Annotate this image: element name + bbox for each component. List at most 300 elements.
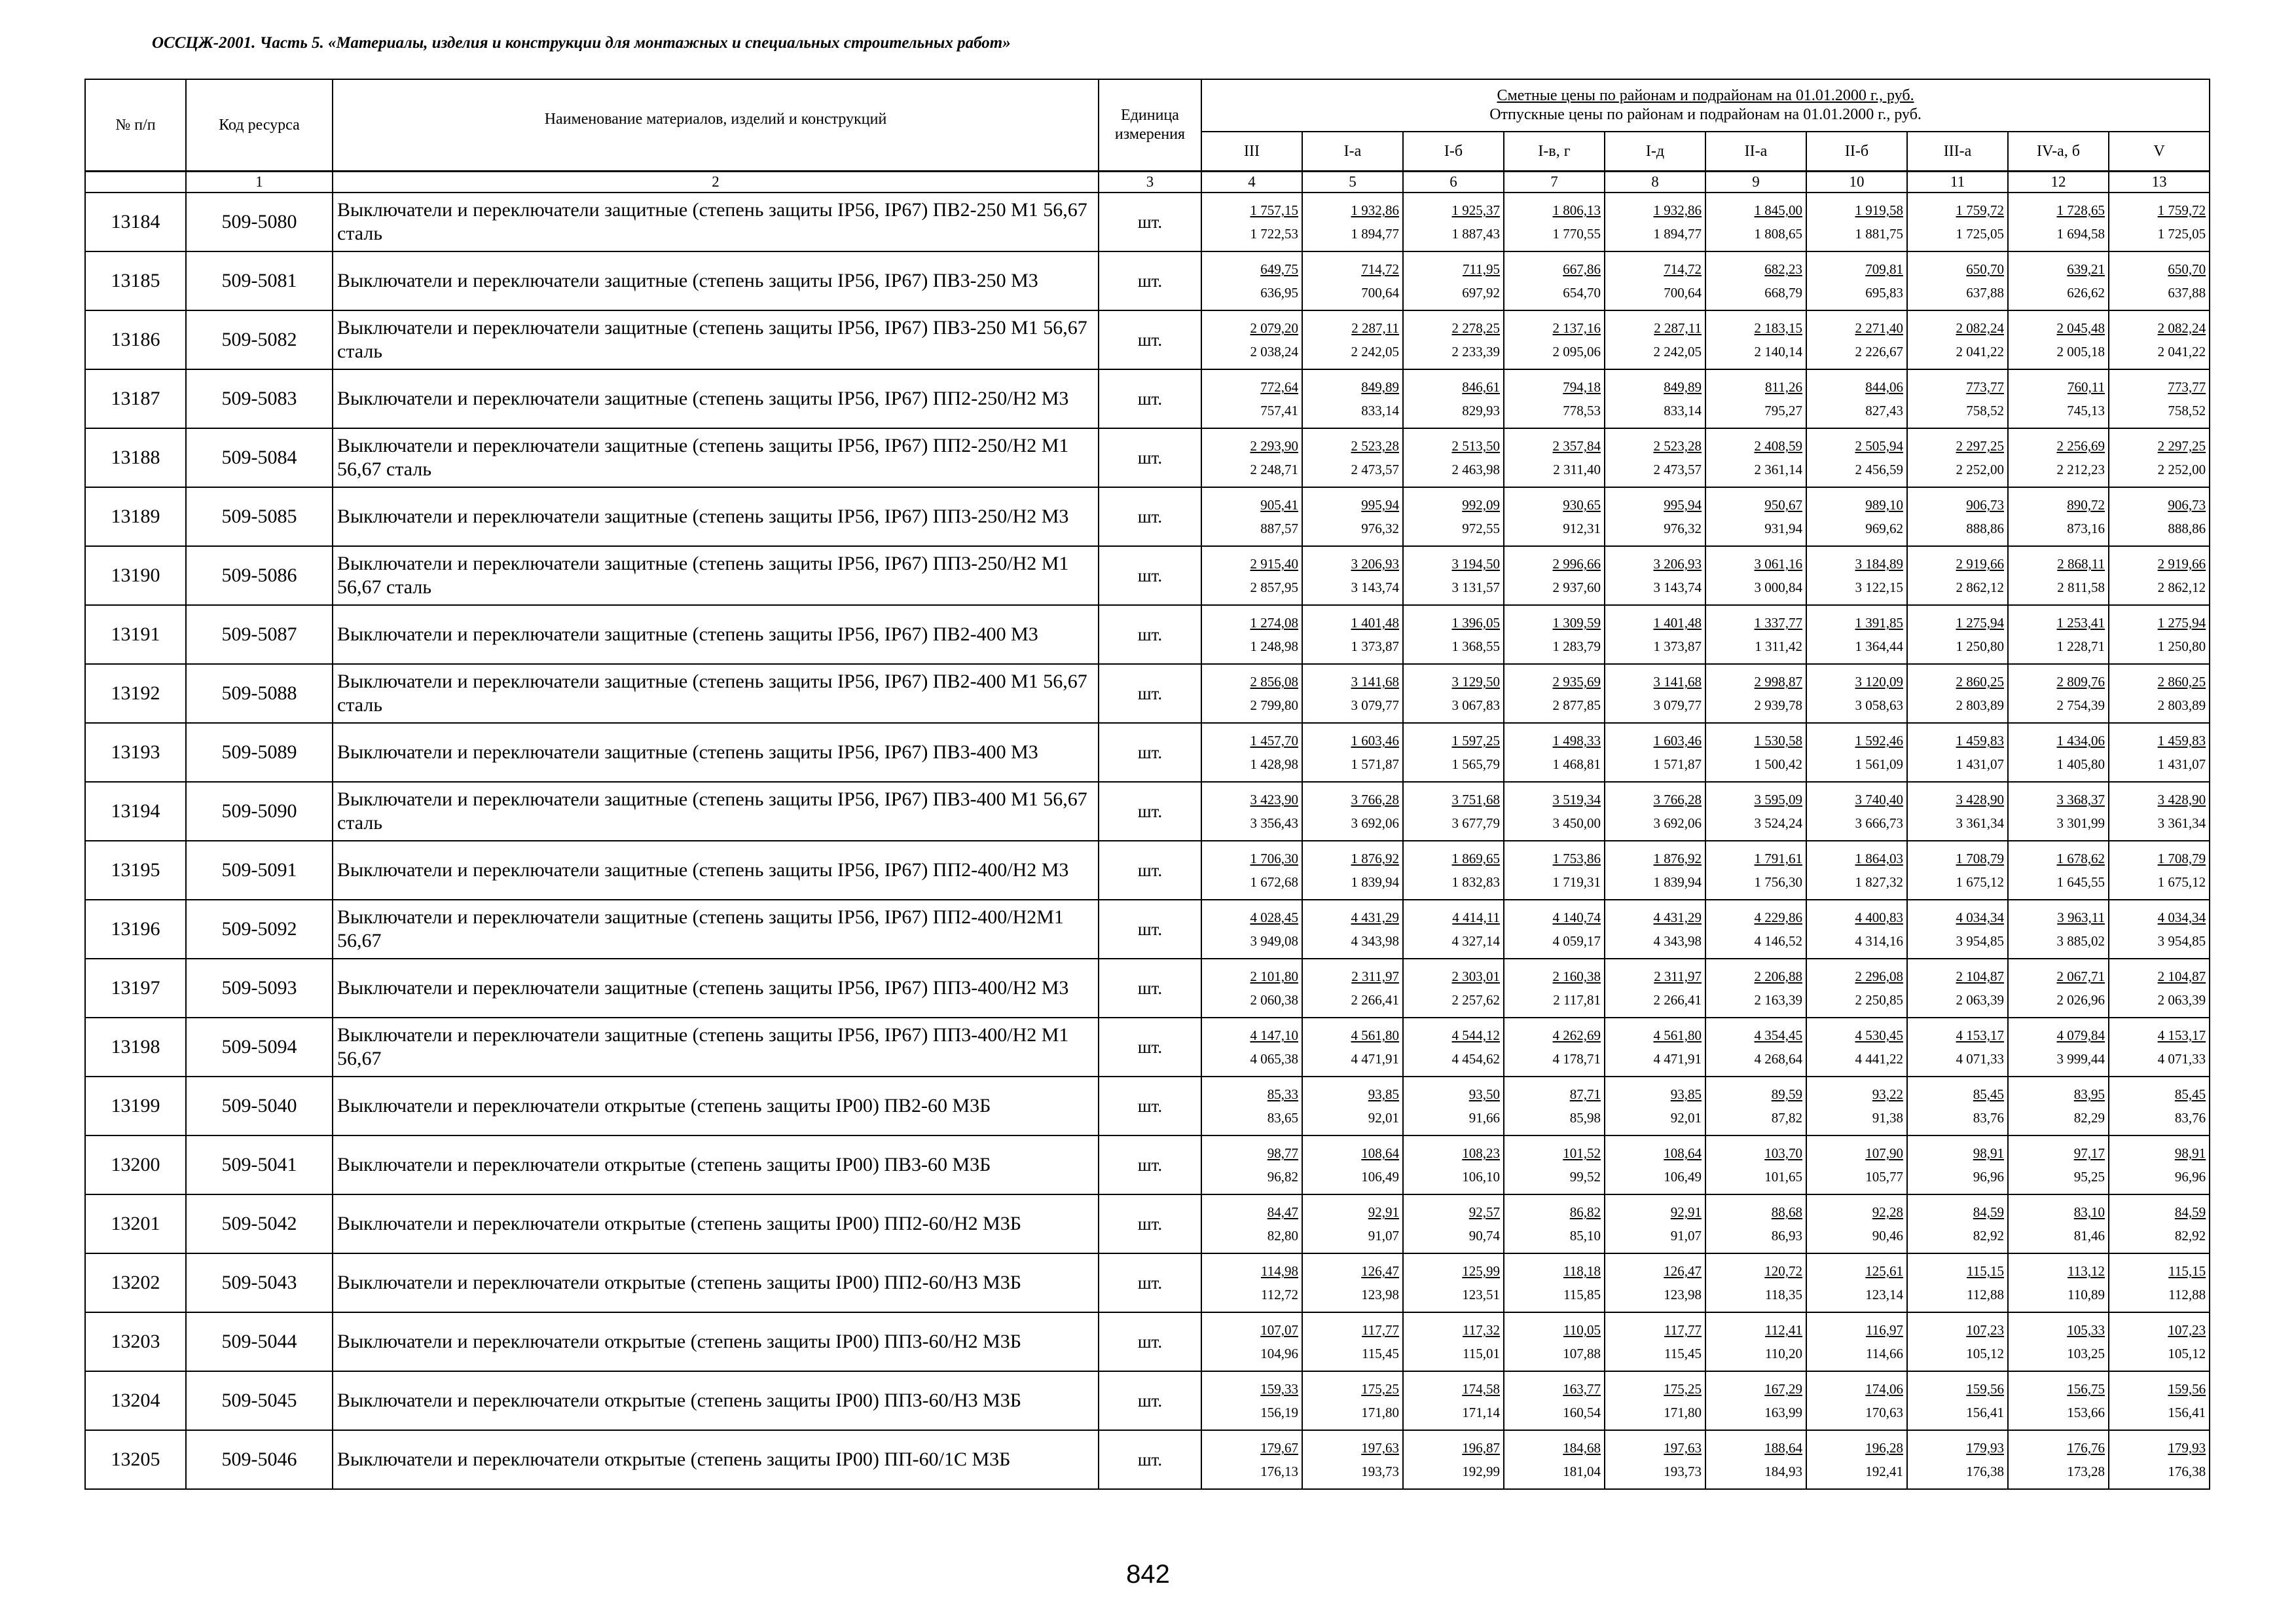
price-cell [1705, 959, 1806, 1018]
estimate-price: 2 160,38 [1552, 969, 1601, 984]
estimate-price: 4 028,45 [1250, 910, 1298, 925]
price-cell [1201, 1077, 1302, 1135]
resource-code: 509-5041 [186, 1135, 333, 1194]
estimate-price: 179,67 [1260, 1440, 1298, 1456]
estimate-price: 125,99 [1462, 1263, 1500, 1279]
price-cell [2109, 782, 2210, 841]
price-cell [1806, 959, 1907, 1018]
row-number: 13202 [85, 1253, 186, 1312]
price-cell [2109, 1312, 2210, 1371]
release-price: 888,86 [2168, 521, 2206, 536]
column-number: 9 [1705, 172, 1806, 193]
release-price: 3 666,73 [1855, 815, 1903, 831]
release-price: 2 242,05 [1351, 344, 1399, 360]
release-price: 3 122,15 [1855, 580, 1903, 595]
price-cell [1504, 546, 1605, 605]
price-cell [1201, 1135, 1302, 1194]
price-cell [1907, 664, 2008, 723]
release-price: 2 248,71 [1250, 462, 1298, 477]
estimate-price: 649,75 [1260, 261, 1298, 277]
price-cell [1605, 1018, 1705, 1077]
release-price: 2 266,41 [1351, 992, 1399, 1008]
document-header: ОССЦЖ-2001. Часть 5. «Материалы, изделия и конструкции для монтажных и специальных строительных работ» [152, 34, 1011, 52]
unit: шт. [1099, 841, 1201, 900]
price-cell [2109, 310, 2210, 369]
column-number: 5 [1302, 172, 1403, 193]
estimate-price: 101,52 [1563, 1145, 1601, 1161]
price-cell [1302, 841, 1403, 900]
price-cell [1201, 369, 1302, 428]
resource-code: 509-5040 [186, 1077, 333, 1135]
row-number: 13190 [85, 546, 186, 605]
release-price: 115,45 [1362, 1346, 1399, 1361]
release-price: 91,38 [1872, 1110, 1903, 1126]
release-price: 757,41 [1260, 403, 1298, 418]
release-price: 1 725,05 [1956, 226, 2004, 242]
release-price: 1 468,81 [1552, 756, 1601, 772]
release-price: 3 692,06 [1653, 815, 1702, 831]
release-price: 2 463,98 [1451, 462, 1500, 477]
unit: шт. [1099, 1077, 1201, 1135]
material-name: Выключатели и переключатели защитные (степень защиты IP56, IP67) ПП2-250/Н2 М1 56,67 сталь [333, 428, 1099, 487]
release-price: 1 808,65 [1754, 226, 1802, 242]
release-price: 2 117,81 [1553, 992, 1601, 1008]
price-cell [1201, 251, 1302, 310]
price-cell [1806, 428, 1907, 487]
price-cell [1504, 251, 1605, 310]
price-cell [1907, 1018, 2008, 1077]
price-cell [1605, 664, 1705, 723]
price-cell [1403, 193, 1504, 251]
estimate-price: 2 408,59 [1754, 438, 1802, 454]
column-number: 1 [186, 172, 333, 193]
table-row [85, 959, 2210, 1018]
release-price: 637,88 [1966, 285, 2004, 301]
estimate-price: 115,15 [2168, 1263, 2206, 1279]
release-price: 3 058,63 [1855, 697, 1903, 713]
estimate-price: 4 561,80 [1351, 1027, 1399, 1043]
estimate-price: 179,93 [2168, 1440, 2206, 1456]
price-cell [2008, 1077, 2109, 1135]
release-price: 1 405,80 [2056, 756, 2105, 772]
estimate-price: 1 728,65 [2056, 202, 2105, 218]
release-price: 654,70 [1563, 285, 1601, 301]
estimate-price: 1 459,83 [1956, 733, 2004, 748]
estimate-price: 2 082,24 [1956, 320, 2004, 336]
release-price: 2 038,24 [1250, 344, 1298, 360]
estimate-price: 1 401,48 [1351, 615, 1399, 631]
estimate-price: 117,77 [1362, 1322, 1399, 1338]
release-price: 3 143,74 [1351, 580, 1399, 595]
estimate-price: 113,12 [2068, 1263, 2105, 1279]
release-price: 91,66 [1468, 1110, 1500, 1126]
header-prices-estimate: Сметные цены по районам и подрайонам на 01.01.2000 г., руб. [1497, 87, 1914, 104]
table-row [85, 1077, 2210, 1135]
price-cell [1504, 664, 1605, 723]
price-cell [1403, 369, 1504, 428]
release-price: 99,52 [1569, 1169, 1601, 1185]
estimate-price: 117,77 [1664, 1322, 1702, 1338]
estimate-price: 98,91 [2174, 1145, 2206, 1161]
estimate-price: 196,87 [1462, 1440, 1500, 1456]
release-price: 96,82 [1267, 1169, 1298, 1185]
release-price: 931,94 [1764, 521, 1802, 536]
price-cell [1201, 1371, 1302, 1430]
release-price: 115,45 [1664, 1346, 1702, 1361]
price-cell [2008, 900, 2109, 959]
price-cell [1504, 900, 1605, 959]
release-price: 114,66 [1866, 1346, 1903, 1361]
estimate-price: 2 278,25 [1451, 320, 1500, 336]
row-number: 13195 [85, 841, 186, 900]
estimate-price: 2 256,69 [2056, 438, 2105, 454]
release-price: 3 450,00 [1552, 815, 1601, 831]
price-cell [1302, 605, 1403, 664]
release-price: 2 005,18 [2056, 344, 2105, 360]
estimate-price: 2 513,50 [1451, 438, 1500, 454]
price-cell [1504, 1430, 1605, 1489]
header-region: IV-а, б [2008, 132, 2109, 172]
release-price: 83,76 [2174, 1110, 2206, 1126]
price-cell [1403, 1312, 1504, 1371]
release-price: 87,82 [1771, 1110, 1802, 1126]
table-row [85, 1430, 2210, 1489]
price-cell [1705, 723, 1806, 782]
release-price: 4 065,38 [1250, 1051, 1298, 1067]
estimate-price: 4 153,17 [2157, 1027, 2206, 1043]
price-cell [1302, 1018, 1403, 1077]
price-cell [1201, 1312, 1302, 1371]
estimate-price: 1 275,94 [2157, 615, 2206, 631]
estimate-price: 2 297,25 [2157, 438, 2206, 454]
release-price: 3 143,74 [1653, 580, 1702, 595]
estimate-price: 92,28 [1872, 1204, 1903, 1220]
release-price: 1 839,94 [1653, 874, 1702, 890]
estimate-price: 667,86 [1563, 261, 1601, 277]
release-price: 1 839,94 [1351, 874, 1399, 890]
release-price: 1 364,44 [1855, 638, 1903, 654]
price-cell [1504, 369, 1605, 428]
price-cell [1403, 1194, 1504, 1253]
resource-code: 509-5043 [186, 1253, 333, 1312]
price-cell [1403, 1135, 1504, 1194]
price-cell [2008, 723, 2109, 782]
price-cell [1504, 605, 1605, 664]
price-cell [1403, 605, 1504, 664]
release-price: 2 041,22 [1956, 344, 2004, 360]
price-cell [1907, 1077, 2008, 1135]
unit: шт. [1099, 1430, 1201, 1489]
material-name: Выключатели и переключатели защитные (степень защиты IP56, IP67) ПВ3-400 М1 56,67 сталь [333, 782, 1099, 841]
column-number: 4 [1201, 172, 1302, 193]
estimate-price: 1 753,86 [1552, 851, 1601, 866]
release-price: 1 756,30 [1754, 874, 1802, 890]
release-price: 1 719,31 [1552, 874, 1601, 890]
release-price: 91,07 [1368, 1228, 1399, 1244]
release-price: 636,95 [1260, 285, 1298, 301]
release-price: 3 954,85 [2157, 933, 2206, 949]
release-price: 2 862,12 [1956, 580, 2004, 595]
release-price: 2 877,85 [1552, 697, 1601, 713]
estimate-price: 772,64 [1260, 379, 1298, 395]
release-price: 976,32 [1361, 521, 1399, 536]
estimate-price: 4 431,29 [1653, 910, 1702, 925]
price-cell [1907, 310, 2008, 369]
estimate-price: 103,70 [1764, 1145, 1802, 1161]
row-number: 13201 [85, 1194, 186, 1253]
price-cell [1605, 369, 1705, 428]
release-price: 2 063,39 [1956, 992, 2004, 1008]
release-price: 3 301,99 [2056, 815, 2105, 831]
resource-code: 509-5090 [186, 782, 333, 841]
release-price: 96,96 [1973, 1169, 2004, 1185]
table-row [85, 1194, 2210, 1253]
price-cell [2109, 959, 2210, 1018]
release-price: 91,07 [1670, 1228, 1702, 1244]
table-row [85, 1312, 2210, 1371]
estimate-price: 92,91 [1368, 1204, 1399, 1220]
release-price: 156,19 [1260, 1405, 1298, 1420]
release-price: 695,83 [1865, 285, 1903, 301]
price-cell [1201, 193, 1302, 251]
estimate-price: 1 253,41 [2056, 615, 2105, 631]
header-prices-release: Отпускные цены по районам и подрайонам на 01.01.2000 г., руб. [1489, 106, 1922, 123]
release-price: 163,99 [1764, 1405, 1802, 1420]
estimate-price: 126,47 [1361, 1263, 1399, 1279]
material-name: Выключатели и переключатели защитные (степень защиты IP56, IP67) ПП3-250/Н2 М1 56,67 сталь [333, 546, 1099, 605]
price-cell [1605, 487, 1705, 546]
price-cell [1302, 723, 1403, 782]
estimate-price: 4 034,34 [2157, 910, 2206, 925]
estimate-price: 107,90 [1865, 1145, 1903, 1161]
estimate-price: 2 860,25 [2157, 674, 2206, 690]
release-price: 96,96 [2174, 1169, 2206, 1185]
material-name: Выключатели и переключатели защитные (степень защиты IP56, IP67) ПП3-250/Н2 М3 [333, 487, 1099, 546]
price-cell [1403, 841, 1504, 900]
row-number: 13203 [85, 1312, 186, 1371]
estimate-price: 995,94 [1664, 497, 1702, 513]
release-price: 92,01 [1368, 1110, 1399, 1126]
price-cell [1907, 428, 2008, 487]
price-cell [1705, 605, 1806, 664]
release-price: 700,64 [1361, 285, 1399, 301]
price-cell [2008, 428, 2109, 487]
release-price: 123,14 [1865, 1287, 1903, 1302]
estimate-price: 2 998,87 [1754, 674, 1802, 690]
release-price: 2 163,39 [1754, 992, 1802, 1008]
price-cell [1605, 1312, 1705, 1371]
release-price: 4 343,98 [1351, 933, 1399, 949]
price-cell [1907, 900, 2008, 959]
column-number: 13 [2109, 172, 2210, 193]
release-price: 118,35 [1765, 1287, 1802, 1302]
release-price: 873,16 [2067, 521, 2105, 536]
row-number: 13184 [85, 193, 186, 251]
price-cell [1806, 1253, 1907, 1312]
release-price: 170,63 [1865, 1405, 1903, 1420]
release-price: 3 067,83 [1451, 697, 1500, 713]
estimate-price: 2 311,97 [1654, 969, 1702, 984]
estimate-price: 3 766,28 [1351, 792, 1399, 807]
estimate-price: 98,77 [1267, 1145, 1298, 1161]
header-region: II-б [1806, 132, 1907, 172]
estimate-price: 115,15 [1967, 1263, 2004, 1279]
estimate-price: 2 505,94 [1855, 438, 1903, 454]
release-price: 90,46 [1872, 1228, 1903, 1244]
estimate-price: 2 045,48 [2056, 320, 2105, 336]
table-row [85, 428, 2210, 487]
table-row [85, 841, 2210, 900]
estimate-price: 1 275,94 [1956, 615, 2004, 631]
price-cell [2008, 1430, 2109, 1489]
release-price: 1 250,80 [2157, 638, 2206, 654]
resource-code: 509-5091 [186, 841, 333, 900]
resource-code: 509-5080 [186, 193, 333, 251]
release-price: 2 250,85 [1855, 992, 1903, 1008]
price-cell [1504, 1018, 1605, 1077]
release-price: 107,88 [1563, 1346, 1601, 1361]
release-price: 1 672,68 [1250, 874, 1298, 890]
price-cell [1201, 723, 1302, 782]
header-name: Наименование материалов, изделий и конструкций [333, 79, 1099, 172]
price-cell [1806, 841, 1907, 900]
estimate-price: 2 915,40 [1250, 556, 1298, 572]
estimate-price: 1 759,72 [1956, 202, 2004, 218]
estimate-price: 650,70 [2168, 261, 2206, 277]
estimate-price: 794,18 [1563, 379, 1601, 395]
estimate-price: 84,59 [2174, 1204, 2206, 1220]
price-cell [1201, 1253, 1302, 1312]
estimate-price: 4 530,45 [1855, 1027, 1903, 1043]
release-price: 697,92 [1462, 285, 1500, 301]
unit: шт. [1099, 428, 1201, 487]
estimate-price: 1 706,30 [1250, 851, 1298, 866]
price-cell [1504, 1312, 1605, 1371]
release-price: 82,92 [2174, 1228, 2206, 1244]
release-price: 4 327,14 [1451, 933, 1500, 949]
table-row [85, 487, 2210, 546]
price-cell [1907, 487, 2008, 546]
estimate-price: 1 919,58 [1855, 202, 1903, 218]
material-name: Выключатели и переключатели защитные (степень защиты IP56, IP67) ПВ2-400 М1 56,67 сталь [333, 664, 1099, 723]
estimate-price: 174,06 [1865, 1381, 1903, 1397]
price-cell [1605, 546, 1705, 605]
estimate-price: 2 101,80 [1250, 969, 1298, 984]
estimate-price: 2 996,66 [1552, 556, 1601, 572]
estimate-price: 1 391,85 [1855, 615, 1903, 631]
estimate-price: 639,21 [2067, 261, 2105, 277]
release-price: 1 248,98 [1250, 638, 1298, 654]
estimate-price: 4 140,74 [1552, 910, 1601, 925]
row-number: 13187 [85, 369, 186, 428]
row-number: 13199 [85, 1077, 186, 1135]
estimate-price: 3 129,50 [1451, 674, 1500, 690]
release-price: 1 770,55 [1552, 226, 1601, 242]
price-cell [1806, 487, 1907, 546]
release-price: 1 832,83 [1451, 874, 1500, 890]
resource-code: 509-5044 [186, 1312, 333, 1371]
price-cell [2008, 1312, 2109, 1371]
release-price: 3 356,43 [1250, 815, 1298, 831]
price-cell [2109, 1253, 2210, 1312]
price-cell [1907, 959, 2008, 1018]
release-price: 2 257,62 [1451, 992, 1500, 1008]
release-price: 3 524,24 [1754, 815, 1802, 831]
price-cell [2109, 664, 2210, 723]
price-cell [1302, 428, 1403, 487]
release-price: 176,38 [2168, 1464, 2206, 1479]
estimate-price: 159,56 [1966, 1381, 2004, 1397]
price-cell [1907, 1253, 2008, 1312]
price-cell [1705, 1194, 1806, 1253]
price-cell [1302, 1312, 1403, 1371]
estimate-price: 196,28 [1865, 1440, 1903, 1456]
price-cell [1201, 487, 1302, 546]
estimate-price: 107,23 [2168, 1322, 2206, 1338]
estimate-price: 992,09 [1462, 497, 1500, 513]
price-cell [1907, 1135, 2008, 1194]
price-cell [2008, 605, 2109, 664]
table-row [85, 782, 2210, 841]
estimate-price: 3 740,40 [1855, 792, 1903, 807]
release-price: 637,88 [2168, 285, 2206, 301]
price-cell [1403, 723, 1504, 782]
resource-code: 509-5087 [186, 605, 333, 664]
price-cell [2109, 841, 2210, 900]
estimate-price: 3 423,90 [1250, 792, 1298, 807]
release-price: 2 311,40 [1553, 462, 1601, 477]
estimate-price: 84,47 [1267, 1204, 1298, 1220]
release-price: 668,79 [1764, 285, 1802, 301]
material-name: Выключатели и переключатели защитные (степень защиты IP56, IP67) ПП3-400/Н2 М3 [333, 959, 1099, 1018]
price-cell [1605, 1371, 1705, 1430]
estimate-price: 4 147,10 [1250, 1027, 1298, 1043]
estimate-price: 3 368,37 [2056, 792, 2105, 807]
resource-code: 509-5081 [186, 251, 333, 310]
price-cell [1403, 959, 1504, 1018]
price-cell [2109, 1018, 2210, 1077]
estimate-price: 1 876,92 [1653, 851, 1702, 866]
price-cell [1302, 900, 1403, 959]
estimate-price: 2 271,40 [1855, 320, 1903, 336]
price-cell [1403, 428, 1504, 487]
release-price: 4 454,62 [1451, 1051, 1500, 1067]
price-cell [1705, 546, 1806, 605]
release-price: 758,52 [2168, 403, 2206, 418]
price-cell [1605, 605, 1705, 664]
release-price: 156,41 [1966, 1405, 2004, 1420]
resource-code: 509-5082 [186, 310, 333, 369]
estimate-price: 950,67 [1764, 497, 1802, 513]
estimate-price: 197,63 [1361, 1440, 1399, 1456]
price-cell [1705, 1312, 1806, 1371]
release-price: 778,53 [1563, 403, 1601, 418]
row-number: 13198 [85, 1018, 186, 1077]
unit: шт. [1099, 782, 1201, 841]
price-cell [1705, 487, 1806, 546]
column-number: 12 [2008, 172, 2109, 193]
estimate-price: 2 868,11 [2057, 556, 2105, 572]
release-price: 2 456,59 [1855, 462, 1903, 477]
price-cell [2109, 605, 2210, 664]
estimate-price: 2 287,11 [1654, 320, 1702, 336]
release-price: 2 233,39 [1451, 344, 1500, 360]
resource-code: 509-5086 [186, 546, 333, 605]
release-price: 2 473,57 [1653, 462, 1702, 477]
price-cell [1907, 1194, 2008, 1253]
estimate-price: 2 293,90 [1250, 438, 1298, 454]
material-name: Выключатели и переключатели защитные (степень защиты IP56, IP67) ПП2-400/Н2 М3 [333, 841, 1099, 900]
